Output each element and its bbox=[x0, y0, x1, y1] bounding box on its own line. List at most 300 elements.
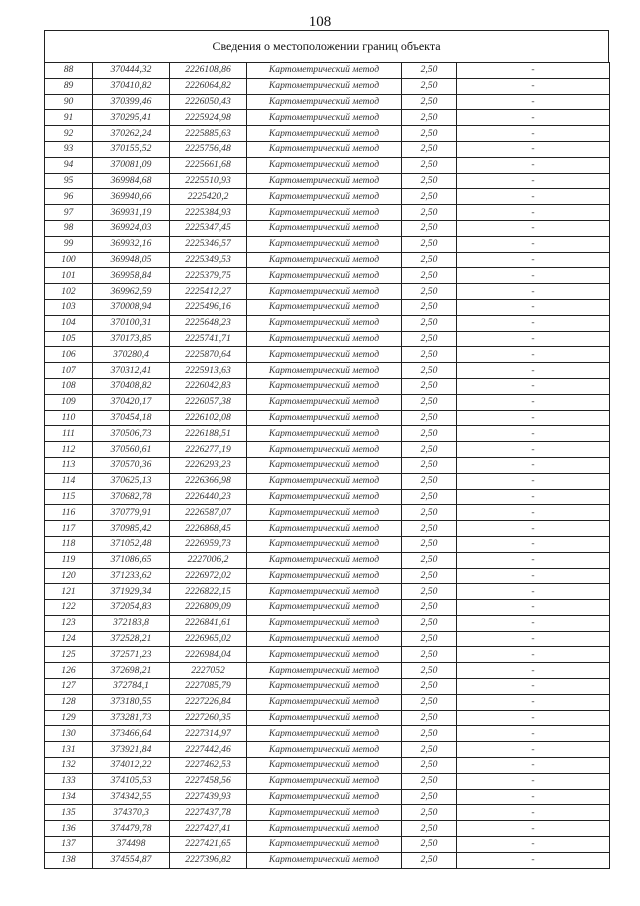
accuracy-cell: 2,50 bbox=[402, 157, 457, 173]
description-cell: - bbox=[457, 505, 610, 521]
point-number-cell: 93 bbox=[45, 141, 93, 157]
description-cell: - bbox=[457, 394, 610, 410]
point-number-cell: 104 bbox=[45, 315, 93, 331]
point-number-cell: 123 bbox=[45, 615, 93, 631]
y-coordinate-cell: 2226841,61 bbox=[170, 615, 247, 631]
x-coordinate-cell: 374370,3 bbox=[93, 805, 170, 821]
x-coordinate-cell: 374554,87 bbox=[93, 852, 170, 868]
y-coordinate-cell: 2226809,09 bbox=[170, 600, 247, 616]
table-row bbox=[45, 536, 610, 552]
accuracy-cell: 2,50 bbox=[402, 663, 457, 679]
table-row bbox=[45, 394, 610, 410]
accuracy-cell: 2,50 bbox=[402, 726, 457, 742]
accuracy-cell: 2,50 bbox=[402, 110, 457, 126]
table-row bbox=[45, 252, 610, 268]
x-coordinate-cell: 372571,23 bbox=[93, 647, 170, 663]
description-cell: - bbox=[457, 236, 610, 252]
description-cell: - bbox=[457, 205, 610, 221]
table-row bbox=[45, 173, 610, 189]
description-cell: - bbox=[457, 742, 610, 758]
accuracy-cell: 2,50 bbox=[402, 141, 457, 157]
y-coordinate-cell: 2227437,78 bbox=[170, 805, 247, 821]
point-number-cell: 110 bbox=[45, 410, 93, 426]
table-row bbox=[45, 694, 610, 710]
method-cell: Картометрический метод bbox=[247, 789, 402, 805]
point-number-cell: 90 bbox=[45, 94, 93, 110]
point-number-cell: 114 bbox=[45, 473, 93, 489]
description-cell: - bbox=[457, 110, 610, 126]
method-cell: Картометрический метод bbox=[247, 710, 402, 726]
accuracy-cell: 2,50 bbox=[402, 457, 457, 473]
x-coordinate-cell: 373921,84 bbox=[93, 742, 170, 758]
point-number-cell: 125 bbox=[45, 647, 93, 663]
accuracy-cell: 2,50 bbox=[402, 284, 457, 300]
point-number-cell: 106 bbox=[45, 347, 93, 363]
description-cell: - bbox=[457, 173, 610, 189]
description-cell: - bbox=[457, 631, 610, 647]
description-cell: - bbox=[457, 189, 610, 205]
point-number-cell: 138 bbox=[45, 852, 93, 868]
method-cell: Картометрический метод bbox=[247, 157, 402, 173]
method-cell: Картометрический метод bbox=[247, 631, 402, 647]
x-coordinate-cell: 374012,22 bbox=[93, 758, 170, 774]
table-row bbox=[45, 552, 610, 568]
point-number-cell: 91 bbox=[45, 110, 93, 126]
table-row bbox=[45, 284, 610, 300]
point-number-cell: 133 bbox=[45, 773, 93, 789]
y-coordinate-cell: 2226984,04 bbox=[170, 647, 247, 663]
y-coordinate-cell: 2226822,15 bbox=[170, 584, 247, 600]
accuracy-cell: 2,50 bbox=[402, 600, 457, 616]
x-coordinate-cell: 374498 bbox=[93, 837, 170, 853]
method-cell: Картометрический метод bbox=[247, 331, 402, 347]
x-coordinate-cell: 369931,19 bbox=[93, 205, 170, 221]
method-cell: Картометрический метод bbox=[247, 489, 402, 505]
x-coordinate-cell: 369958,84 bbox=[93, 268, 170, 284]
description-cell: - bbox=[457, 410, 610, 426]
method-cell: Картометрический метод bbox=[247, 378, 402, 394]
y-coordinate-cell: 2227260,35 bbox=[170, 710, 247, 726]
method-cell: Картометрический метод bbox=[247, 236, 402, 252]
method-cell: Картометрический метод bbox=[247, 315, 402, 331]
accuracy-cell: 2,50 bbox=[402, 410, 457, 426]
x-coordinate-cell: 369948,05 bbox=[93, 252, 170, 268]
x-coordinate-cell: 370008,94 bbox=[93, 299, 170, 315]
description-cell: - bbox=[457, 141, 610, 157]
accuracy-cell: 2,50 bbox=[402, 615, 457, 631]
y-coordinate-cell: 2225346,57 bbox=[170, 236, 247, 252]
method-cell: Картометрический метод bbox=[247, 505, 402, 521]
accuracy-cell: 2,50 bbox=[402, 94, 457, 110]
table-row bbox=[45, 94, 610, 110]
table-row bbox=[45, 631, 610, 647]
point-number-cell: 103 bbox=[45, 299, 93, 315]
table-row bbox=[45, 457, 610, 473]
x-coordinate-cell: 369932,16 bbox=[93, 236, 170, 252]
point-number-cell: 115 bbox=[45, 489, 93, 505]
table-row bbox=[45, 268, 610, 284]
description-cell: - bbox=[457, 94, 610, 110]
method-cell: Картометрический метод bbox=[247, 663, 402, 679]
y-coordinate-cell: 2226440,23 bbox=[170, 489, 247, 505]
description-cell: - bbox=[457, 600, 610, 616]
x-coordinate-cell: 370155,52 bbox=[93, 141, 170, 157]
y-coordinate-cell: 2225741,71 bbox=[170, 331, 247, 347]
description-cell: - bbox=[457, 284, 610, 300]
y-coordinate-cell: 2226587,07 bbox=[170, 505, 247, 521]
description-cell: - bbox=[457, 315, 610, 331]
description-cell: - bbox=[457, 63, 610, 79]
point-number-cell: 105 bbox=[45, 331, 93, 347]
x-coordinate-cell: 370985,42 bbox=[93, 521, 170, 537]
description-cell: - bbox=[457, 821, 610, 837]
table-row bbox=[45, 742, 610, 758]
table-row bbox=[45, 63, 610, 79]
description-cell: - bbox=[457, 726, 610, 742]
y-coordinate-cell: 2226366,98 bbox=[170, 473, 247, 489]
point-number-cell: 120 bbox=[45, 568, 93, 584]
method-cell: Картометрический метод bbox=[247, 410, 402, 426]
y-coordinate-cell: 2226057,38 bbox=[170, 394, 247, 410]
point-number-cell: 118 bbox=[45, 536, 93, 552]
method-cell: Картометрический метод bbox=[247, 758, 402, 774]
description-cell: - bbox=[457, 157, 610, 173]
table-row bbox=[45, 205, 610, 221]
description-cell: - bbox=[457, 521, 610, 537]
method-cell: Картометрический метод bbox=[247, 584, 402, 600]
description-cell: - bbox=[457, 220, 610, 236]
table-row bbox=[45, 347, 610, 363]
description-cell: - bbox=[457, 457, 610, 473]
x-coordinate-cell: 372528,21 bbox=[93, 631, 170, 647]
y-coordinate-cell: 2225756,48 bbox=[170, 141, 247, 157]
y-coordinate-cell: 2225349,53 bbox=[170, 252, 247, 268]
y-coordinate-cell: 2225510,93 bbox=[170, 173, 247, 189]
accuracy-cell: 2,50 bbox=[402, 536, 457, 552]
description-cell: - bbox=[457, 694, 610, 710]
description-cell: - bbox=[457, 299, 610, 315]
point-number-cell: 128 bbox=[45, 694, 93, 710]
point-number-cell: 101 bbox=[45, 268, 93, 284]
accuracy-cell: 2,50 bbox=[402, 758, 457, 774]
y-coordinate-cell: 2225661,68 bbox=[170, 157, 247, 173]
point-number-cell: 136 bbox=[45, 821, 93, 837]
accuracy-cell: 2,50 bbox=[402, 742, 457, 758]
boundary-table-frame bbox=[44, 30, 609, 869]
point-number-cell: 117 bbox=[45, 521, 93, 537]
method-cell: Картометрический метод bbox=[247, 299, 402, 315]
y-coordinate-cell: 2227421,65 bbox=[170, 837, 247, 853]
method-cell: Картометрический метод bbox=[247, 94, 402, 110]
y-coordinate-cell: 2226277,19 bbox=[170, 442, 247, 458]
description-cell: - bbox=[457, 442, 610, 458]
accuracy-cell: 2,50 bbox=[402, 299, 457, 315]
accuracy-cell: 2,50 bbox=[402, 552, 457, 568]
method-cell: Картометрический метод bbox=[247, 726, 402, 742]
accuracy-cell: 2,50 bbox=[402, 220, 457, 236]
method-cell: Картометрический метод bbox=[247, 821, 402, 837]
point-number-cell: 134 bbox=[45, 789, 93, 805]
description-cell: - bbox=[457, 378, 610, 394]
method-cell: Картометрический метод bbox=[247, 742, 402, 758]
method-cell: Картометрический метод bbox=[247, 473, 402, 489]
point-number-cell: 137 bbox=[45, 837, 93, 853]
description-cell: - bbox=[457, 568, 610, 584]
method-cell: Картометрический метод bbox=[247, 347, 402, 363]
table-row bbox=[45, 141, 610, 157]
point-number-cell: 97 bbox=[45, 205, 93, 221]
accuracy-cell: 2,50 bbox=[402, 331, 457, 347]
accuracy-cell: 2,50 bbox=[402, 821, 457, 837]
description-cell: - bbox=[457, 426, 610, 442]
point-number-cell: 130 bbox=[45, 726, 93, 742]
x-coordinate-cell: 371233,62 bbox=[93, 568, 170, 584]
x-coordinate-cell: 369940,66 bbox=[93, 189, 170, 205]
accuracy-cell: 2,50 bbox=[402, 236, 457, 252]
description-cell: - bbox=[457, 773, 610, 789]
y-coordinate-cell: 2227052 bbox=[170, 663, 247, 679]
x-coordinate-cell: 374479,78 bbox=[93, 821, 170, 837]
method-cell: Картометрический метод bbox=[247, 647, 402, 663]
y-coordinate-cell: 2225496,16 bbox=[170, 299, 247, 315]
accuracy-cell: 2,50 bbox=[402, 473, 457, 489]
accuracy-cell: 2,50 bbox=[402, 852, 457, 868]
point-number-cell: 121 bbox=[45, 584, 93, 600]
method-cell: Картометрический метод bbox=[247, 442, 402, 458]
x-coordinate-cell: 372784,1 bbox=[93, 679, 170, 695]
table-row bbox=[45, 489, 610, 505]
point-number-cell: 99 bbox=[45, 236, 93, 252]
accuracy-cell: 2,50 bbox=[402, 63, 457, 79]
table-title: Сведения о местоположении границ объекта bbox=[44, 30, 609, 62]
x-coordinate-cell: 371086,65 bbox=[93, 552, 170, 568]
table-row bbox=[45, 378, 610, 394]
page-number: 108 bbox=[308, 14, 332, 30]
description-cell: - bbox=[457, 615, 610, 631]
method-cell: Картометрический метод bbox=[247, 173, 402, 189]
point-number-cell: 96 bbox=[45, 189, 93, 205]
x-coordinate-cell: 370420,17 bbox=[93, 394, 170, 410]
table-row bbox=[45, 126, 610, 142]
description-cell: - bbox=[457, 126, 610, 142]
y-coordinate-cell: 2226108,86 bbox=[170, 63, 247, 79]
x-coordinate-cell: 372054,83 bbox=[93, 600, 170, 616]
table-row bbox=[45, 473, 610, 489]
method-cell: Картометрический метод bbox=[247, 773, 402, 789]
y-coordinate-cell: 2225870,64 bbox=[170, 347, 247, 363]
table-row bbox=[45, 615, 610, 631]
x-coordinate-cell: 372183,8 bbox=[93, 615, 170, 631]
accuracy-cell: 2,50 bbox=[402, 78, 457, 94]
y-coordinate-cell: 2226959,73 bbox=[170, 536, 247, 552]
description-cell: - bbox=[457, 331, 610, 347]
point-number-cell: 109 bbox=[45, 394, 93, 410]
method-cell: Картометрический метод bbox=[247, 521, 402, 537]
table-row bbox=[45, 726, 610, 742]
table-row bbox=[45, 442, 610, 458]
description-cell: - bbox=[457, 837, 610, 853]
y-coordinate-cell: 2225924,98 bbox=[170, 110, 247, 126]
table-row bbox=[45, 647, 610, 663]
description-cell: - bbox=[457, 473, 610, 489]
y-coordinate-cell: 2225885,63 bbox=[170, 126, 247, 142]
x-coordinate-cell: 373466,64 bbox=[93, 726, 170, 742]
method-cell: Картометрический метод bbox=[247, 852, 402, 868]
table-row bbox=[45, 679, 610, 695]
x-coordinate-cell: 370408,82 bbox=[93, 378, 170, 394]
table-row bbox=[45, 568, 610, 584]
method-cell: Картометрический метод bbox=[247, 189, 402, 205]
table-row bbox=[45, 821, 610, 837]
method-cell: Картометрический метод bbox=[247, 252, 402, 268]
x-coordinate-cell: 369962,59 bbox=[93, 284, 170, 300]
y-coordinate-cell: 2225412,27 bbox=[170, 284, 247, 300]
method-cell: Картометрический метод bbox=[247, 426, 402, 442]
accuracy-cell: 2,50 bbox=[402, 347, 457, 363]
method-cell: Картометрический метод bbox=[247, 568, 402, 584]
x-coordinate-cell: 371929,34 bbox=[93, 584, 170, 600]
x-coordinate-cell: 370312,41 bbox=[93, 363, 170, 379]
point-number-cell: 122 bbox=[45, 600, 93, 616]
table-row bbox=[45, 363, 610, 379]
x-coordinate-cell: 372698,21 bbox=[93, 663, 170, 679]
point-number-cell: 95 bbox=[45, 173, 93, 189]
y-coordinate-cell: 2225347,45 bbox=[170, 220, 247, 236]
table-row bbox=[45, 236, 610, 252]
method-cell: Картометрический метод bbox=[247, 679, 402, 695]
method-cell: Картометрический метод bbox=[247, 363, 402, 379]
table-row bbox=[45, 805, 610, 821]
x-coordinate-cell: 370262,24 bbox=[93, 126, 170, 142]
accuracy-cell: 2,50 bbox=[402, 647, 457, 663]
accuracy-cell: 2,50 bbox=[402, 315, 457, 331]
method-cell: Картометрический метод bbox=[247, 536, 402, 552]
y-coordinate-cell: 2227226,84 bbox=[170, 694, 247, 710]
point-number-cell: 126 bbox=[45, 663, 93, 679]
x-coordinate-cell: 370454,18 bbox=[93, 410, 170, 426]
y-coordinate-cell: 2227458,56 bbox=[170, 773, 247, 789]
accuracy-cell: 2,50 bbox=[402, 789, 457, 805]
accuracy-cell: 2,50 bbox=[402, 710, 457, 726]
x-coordinate-cell: 374342,55 bbox=[93, 789, 170, 805]
accuracy-cell: 2,50 bbox=[402, 442, 457, 458]
table-row bbox=[45, 710, 610, 726]
y-coordinate-cell: 2226965,02 bbox=[170, 631, 247, 647]
description-cell: - bbox=[457, 252, 610, 268]
x-coordinate-cell: 370444,32 bbox=[93, 63, 170, 79]
x-coordinate-cell: 373180,55 bbox=[93, 694, 170, 710]
x-coordinate-cell: 370100,31 bbox=[93, 315, 170, 331]
accuracy-cell: 2,50 bbox=[402, 489, 457, 505]
table-body bbox=[45, 63, 610, 869]
method-cell: Картометрический метод bbox=[247, 126, 402, 142]
x-coordinate-cell: 370682,78 bbox=[93, 489, 170, 505]
accuracy-cell: 2,50 bbox=[402, 773, 457, 789]
y-coordinate-cell: 2226102,08 bbox=[170, 410, 247, 426]
method-cell: Картометрический метод bbox=[247, 205, 402, 221]
method-cell: Картометрический метод bbox=[247, 615, 402, 631]
table-row bbox=[45, 220, 610, 236]
x-coordinate-cell: 370506,73 bbox=[93, 426, 170, 442]
method-cell: Картометрический метод bbox=[247, 220, 402, 236]
accuracy-cell: 2,50 bbox=[402, 252, 457, 268]
y-coordinate-cell: 2226064,82 bbox=[170, 78, 247, 94]
point-number-cell: 131 bbox=[45, 742, 93, 758]
x-coordinate-cell: 370081,09 bbox=[93, 157, 170, 173]
table-row bbox=[45, 521, 610, 537]
point-number-cell: 135 bbox=[45, 805, 93, 821]
table-row bbox=[45, 426, 610, 442]
y-coordinate-cell: 2227462,53 bbox=[170, 758, 247, 774]
point-number-cell: 89 bbox=[45, 78, 93, 94]
method-cell: Картометрический метод bbox=[247, 694, 402, 710]
x-coordinate-cell: 371052,48 bbox=[93, 536, 170, 552]
point-number-cell: 116 bbox=[45, 505, 93, 521]
method-cell: Картометрический метод bbox=[247, 284, 402, 300]
y-coordinate-cell: 2225420,2 bbox=[170, 189, 247, 205]
accuracy-cell: 2,50 bbox=[402, 426, 457, 442]
y-coordinate-cell: 2225384,93 bbox=[170, 205, 247, 221]
method-cell: Картометрический метод bbox=[247, 805, 402, 821]
accuracy-cell: 2,50 bbox=[402, 268, 457, 284]
table-row bbox=[45, 189, 610, 205]
x-coordinate-cell: 374105,53 bbox=[93, 773, 170, 789]
accuracy-cell: 2,50 bbox=[402, 205, 457, 221]
y-coordinate-cell: 2225913,63 bbox=[170, 363, 247, 379]
y-coordinate-cell: 2225648,23 bbox=[170, 315, 247, 331]
x-coordinate-cell: 370560,61 bbox=[93, 442, 170, 458]
accuracy-cell: 2,50 bbox=[402, 173, 457, 189]
accuracy-cell: 2,50 bbox=[402, 694, 457, 710]
description-cell: - bbox=[457, 536, 610, 552]
accuracy-cell: 2,50 bbox=[402, 837, 457, 853]
accuracy-cell: 2,50 bbox=[402, 126, 457, 142]
accuracy-cell: 2,50 bbox=[402, 505, 457, 521]
y-coordinate-cell: 2227439,93 bbox=[170, 789, 247, 805]
x-coordinate-cell: 369984,68 bbox=[93, 173, 170, 189]
description-cell: - bbox=[457, 268, 610, 284]
y-coordinate-cell: 2226293,23 bbox=[170, 457, 247, 473]
table-row bbox=[45, 789, 610, 805]
description-cell: - bbox=[457, 805, 610, 821]
table-row bbox=[45, 299, 610, 315]
y-coordinate-cell: 2226042,83 bbox=[170, 378, 247, 394]
x-coordinate-cell: 370399,46 bbox=[93, 94, 170, 110]
table-row bbox=[45, 584, 610, 600]
description-cell: - bbox=[457, 647, 610, 663]
y-coordinate-cell: 2226868,45 bbox=[170, 521, 247, 537]
point-number-cell: 102 bbox=[45, 284, 93, 300]
method-cell: Картометрический метод bbox=[247, 63, 402, 79]
accuracy-cell: 2,50 bbox=[402, 521, 457, 537]
method-cell: Картометрический метод bbox=[247, 600, 402, 616]
point-number-cell: 112 bbox=[45, 442, 93, 458]
accuracy-cell: 2,50 bbox=[402, 363, 457, 379]
y-coordinate-cell: 2227396,82 bbox=[170, 852, 247, 868]
description-cell: - bbox=[457, 710, 610, 726]
x-coordinate-cell: 370570,36 bbox=[93, 457, 170, 473]
point-number-cell: 129 bbox=[45, 710, 93, 726]
method-cell: Картометрический метод bbox=[247, 552, 402, 568]
method-cell: Картометрический метод bbox=[247, 394, 402, 410]
method-cell: Картометрический метод bbox=[247, 78, 402, 94]
point-number-cell: 113 bbox=[45, 457, 93, 473]
point-number-cell: 119 bbox=[45, 552, 93, 568]
x-coordinate-cell: 370410,82 bbox=[93, 78, 170, 94]
point-number-cell: 88 bbox=[45, 63, 93, 79]
point-number-cell: 92 bbox=[45, 126, 93, 142]
x-coordinate-cell: 370280,4 bbox=[93, 347, 170, 363]
